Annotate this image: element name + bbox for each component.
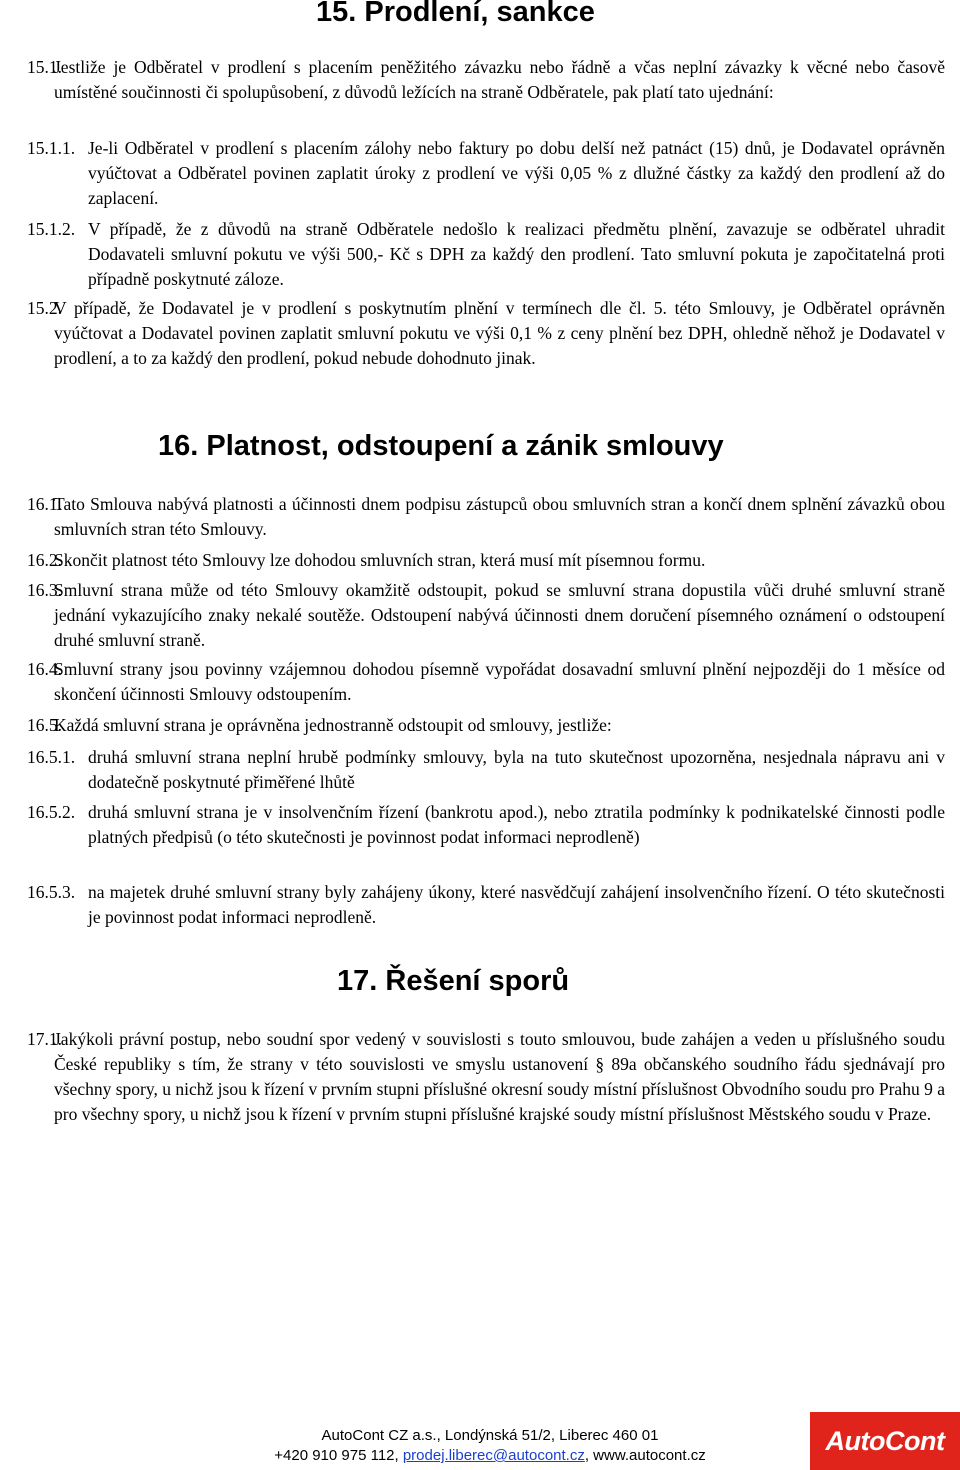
clause-text: Je-li Odběratel v prodlení s placením zálohy nebo faktury po dobu delší než patnáct (15) dnů, je Dodavatel oprávněn vyúčtovat a Odběratel povinen zaplatit úroky z prodlení ve výši 0,05 % z dlužné částky za každý den prodlení až do zaplacení.	[88, 138, 945, 208]
clause-15-1-1	[27, 136, 945, 211]
clause-text: druhá smluvní strana neplní hrubě podmínky smlouvy, byla na tuto skutečnost upozorněna, nesjednala nápravu ani v dodatečně poskytnuté přiměřené lhůtě	[88, 747, 945, 792]
footer-contacts	[190, 1446, 790, 1465]
clause-16-5-3	[27, 880, 945, 930]
clause-15-2	[27, 296, 945, 371]
clause-text: V případě, že Dodavatel je v prodlení s poskytnutím plnění v termínech dle čl. 5. této Smlouvy, je Odběratel oprávněn vyúčtovat a Dodavatel povinen zaplatit smluvní pokutu ve výši 0,1 % z ceny plnění bez DPH, ohledně něhož je Dodavatel v prodlení, a to za každý den prodlení, pokud nebude dohodnuto jinak.	[54, 298, 945, 368]
clause-16-2	[27, 548, 945, 573]
footer-address: AutoCont CZ a.s., Londýnská 51/2, Liberec 460 01	[321, 1427, 659, 1444]
clause-text: Jakýkoli právní postup, nebo soudní spor vedený v souvislosti s touto smlouvou, bude zahájen a veden u příslušného soudu České republiky s tím, že strany v této souvislosti ve smyslu ustanovení § 89a občanského soudního řádu sjednávají pro všechny spory, u nichž jsou k řízení v prvním stupni příslušné okresní soudy místní příslušnost Obvodního soudu pro Prahu 9 a pro všechny spory, u nichž jsou k řízení v prvním stupni příslušné krajské soudy místní příslušnost Městského soudu v Praze.	[54, 1029, 945, 1124]
clause-text: Smluvní strany jsou povinny vzájemnou dohodou písemně vypořádat dosavadní smluvní plnění nejpozději do 1 měsíce od skončení účinnosti Smlouvy odstoupením.	[54, 659, 945, 704]
clause-16-1	[27, 492, 945, 542]
clause-number: 15.2.	[27, 298, 62, 318]
clause-16-5	[27, 713, 945, 738]
clause-text: Tato Smlouva nabývá platnosti a účinnosti dnem podpisu zástupců obou smluvních stran a končí dnem splnění závazků obou smluvních stran této Smlouvy.	[54, 494, 945, 539]
footer-phone: +420 910 975 112,	[274, 1447, 403, 1464]
footer-web: , www.autocont.cz	[584, 1447, 706, 1464]
clause-16-5-2	[27, 800, 945, 850]
clause-text: druhá smluvní strana je v insolvenčním řízení (bankrotu apod.), nebo ztratila podmínky k podnikatelské činnosti podle platných předpisů (o této skutečnosti je povinnost podat informaci neprodleně)	[88, 802, 945, 847]
clause-16-3	[27, 578, 945, 653]
clause-number: 16.5.3.	[27, 882, 76, 902]
autocont-logo: AutoCont	[810, 1412, 960, 1470]
clause-number: 15.1.2.	[27, 219, 76, 239]
clause-text: na majetek druhé smluvní strany byly zahájeny úkony, které nasvědčují zahájení insolvenčního řízení. O této skutečnosti je povinnost podat informaci neprodleně.	[88, 882, 945, 927]
clause-text: Skončit platnost této Smlouvy lze dohodou smluvních stran, která musí mít písemnou formu.	[54, 550, 706, 570]
clause-number: 16.5.	[27, 715, 62, 735]
clause-number: 16.3.	[27, 580, 62, 600]
clause-number: 15.1.	[27, 57, 62, 77]
clause-text: Smluvní strana může od této Smlouvy okamžitě odstoupit, pokud se smluvní strana dopustila vůči druhé smluvní straně jednání vykazujícího znaky nekalé soutěže. Odstoupení nabývá účinnosti dnem doručení písemného oznámení o odstoupení druhé smluvní straně.	[54, 580, 945, 650]
footer-email-link[interactable]: prodej.liberec@autocont.cz	[402, 1447, 585, 1464]
clause-number: 17.1.	[27, 1029, 62, 1049]
clause-text: V případě, že z důvodů na straně Odběratele nedošlo k realizaci předmětu plnění, zavazuje se odběratel uhradit Dodavateli smluvní pokutu ve výši 500,- Kč s DPH za každý den prodlení. Tato smluvní pokuta je započitatelná proti případně poskytnuté záloze.	[88, 219, 945, 289]
clause-number: 15.1.1.	[27, 138, 76, 158]
clause-16-4	[27, 657, 945, 707]
clause-number: 16.5.1.	[27, 747, 76, 767]
clause-15-1	[27, 55, 945, 105]
clause-number: 16.4.	[27, 659, 62, 679]
clause-17-1	[27, 1027, 945, 1127]
clause-15-1-2	[27, 217, 945, 292]
section-heading-16: 16. Platnost, odstoupení a zánik smlouvy	[158, 430, 724, 462]
clause-text: Jestliže je Odběratel v prodlení s placením peněžitého závazku nebo řádně a včas neplní závazky k věcné nebo časově umístěné součinnosti či spolupůsobení, z důvodů ležících na straně Odběratele, pak platí tato ujednání:	[54, 57, 945, 102]
clause-number: 16.5.2.	[27, 802, 76, 822]
clause-16-5-1	[27, 745, 945, 795]
section-heading-15: 15. Prodlení, sankce	[316, 0, 595, 28]
clause-text: Každá smluvní strana je oprávněna jednostranně odstoupit od smlouvy, jestliže:	[54, 715, 612, 735]
clause-number: 16.2.	[27, 550, 62, 570]
section-heading-17: 17. Řešení sporů	[337, 965, 570, 997]
clause-number: 16.1.	[27, 494, 62, 514]
